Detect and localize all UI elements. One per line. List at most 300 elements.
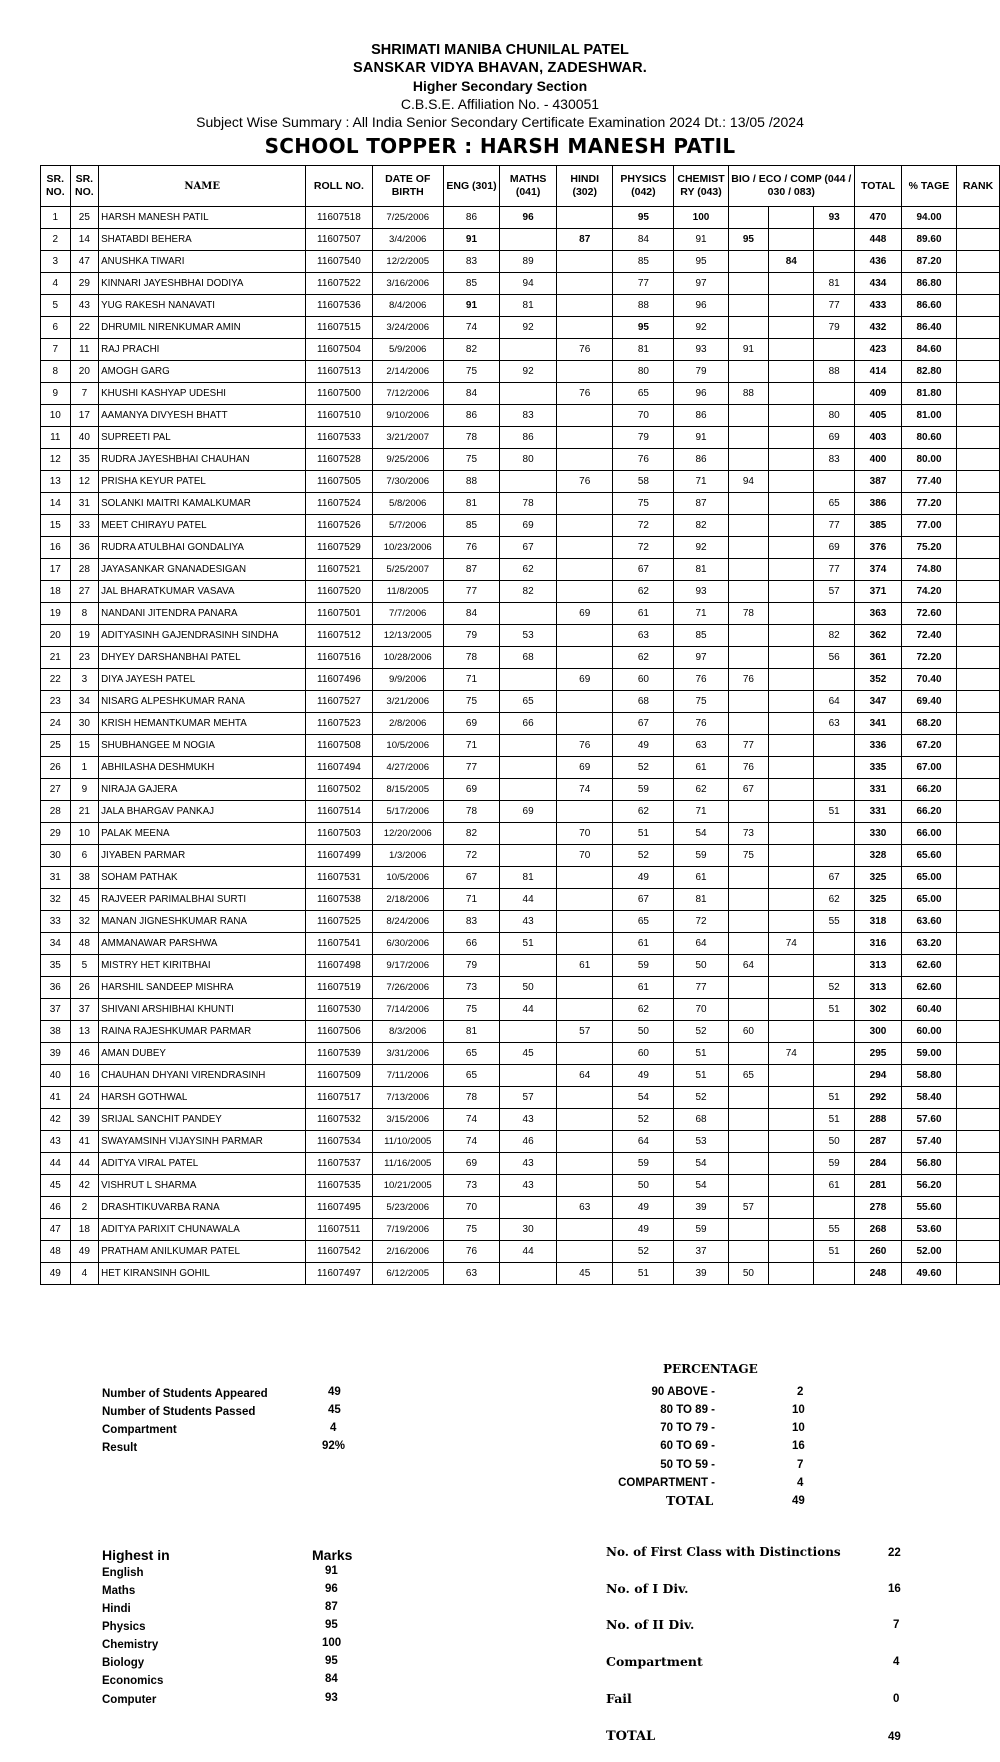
student-name-cell: SUPREETI PAL: [99, 427, 306, 449]
table-row: [41, 757, 1000, 779]
bio-marks-cell: [728, 713, 769, 735]
roll-no-cell: 11607529: [306, 537, 372, 559]
eng-marks-cell: 69: [443, 1153, 499, 1175]
comp-marks-cell: 77: [814, 559, 855, 581]
summary-label: Result: [102, 1442, 138, 1454]
rank-cell: [957, 1197, 1000, 1219]
percentage-value: 2: [797, 1386, 804, 1398]
division-label: Fail: [606, 1691, 632, 1706]
table-row: [41, 1241, 1000, 1263]
date-of-birth-cell: 7/12/2006: [372, 383, 443, 405]
percentage-cell: 57.40: [901, 1131, 956, 1153]
sr-no-cell: 1: [41, 207, 71, 229]
percentage-cell: 58.80: [901, 1065, 956, 1087]
maths-marks-cell: 69: [500, 801, 557, 823]
hindi-marks-cell: [557, 317, 613, 339]
table-row: [41, 889, 1000, 911]
hindi-marks-cell: 64: [557, 1065, 613, 1087]
chemistry-marks-cell: 51: [674, 1043, 728, 1065]
date-of-birth-cell: 12/20/2006: [372, 823, 443, 845]
student-name-cell: KINNARI JAYESHBHAI DODIYA: [99, 273, 306, 295]
eco-marks-cell: [769, 867, 814, 889]
percentage-cell: 49.60: [901, 1263, 956, 1285]
bio-marks-cell: [728, 295, 769, 317]
roll-no-cell: 11607498: [306, 955, 372, 977]
sr-no-cell: 17: [41, 559, 71, 581]
roll-no-cell: 11607509: [306, 1065, 372, 1087]
eco-marks-cell: [769, 1153, 814, 1175]
sr-no-cell: 31: [41, 867, 71, 889]
date-of-birth-cell: 7/7/2006: [372, 603, 443, 625]
sr-no-cell: 48: [41, 1241, 71, 1263]
rank-cell: [957, 779, 1000, 801]
hindi-marks-cell: 61: [557, 955, 613, 977]
physics-marks-cell: 50: [613, 1021, 674, 1043]
eco-marks-cell: [769, 493, 814, 515]
highest-subject: Hindi: [102, 1603, 131, 1615]
percentage-value: 10: [792, 1404, 805, 1416]
sr-no-2-cell: 38: [70, 867, 99, 889]
chemistry-marks-cell: 71: [674, 603, 728, 625]
eng-marks-cell: 75: [443, 361, 499, 383]
bio-marks-cell: 50: [728, 1263, 769, 1285]
physics-marks-cell: 95: [613, 317, 674, 339]
eco-marks-cell: [769, 273, 814, 295]
comp-marks-cell: 51: [814, 1241, 855, 1263]
sr-no-cell: 32: [41, 889, 71, 911]
eng-marks-cell: 75: [443, 1219, 499, 1241]
comp-marks-cell: [814, 955, 855, 977]
chemistry-marks-cell: 52: [674, 1021, 728, 1043]
total-marks-cell: 295: [855, 1043, 902, 1065]
eng-marks-cell: 81: [443, 1021, 499, 1043]
col-header-percentage: % TAGE: [901, 166, 956, 207]
total-marks-cell: 288: [855, 1109, 902, 1131]
maths-marks-cell: 50: [500, 977, 557, 999]
hindi-marks-cell: [557, 867, 613, 889]
section-name: Higher Secondary Section: [412, 78, 588, 94]
division-total-value: 49: [888, 1731, 901, 1743]
roll-no-cell: 11607514: [306, 801, 372, 823]
rank-cell: [957, 317, 1000, 339]
percentage-cell: 65.00: [901, 889, 956, 911]
rank-cell: [957, 559, 1000, 581]
bio-marks-cell: [728, 1043, 769, 1065]
sr-no-cell: 25: [41, 735, 71, 757]
chemistry-marks-cell: 70: [674, 999, 728, 1021]
maths-marks-cell: 68: [500, 647, 557, 669]
date-of-birth-cell: 7/14/2006: [372, 999, 443, 1021]
bio-marks-cell: [728, 361, 769, 383]
percentage-cell: 66.20: [901, 779, 956, 801]
hindi-marks-cell: [557, 537, 613, 559]
eng-marks-cell: 74: [443, 1109, 499, 1131]
total-marks-cell: 328: [855, 845, 902, 867]
date-of-birth-cell: 9/9/2006: [372, 669, 443, 691]
comp-marks-cell: [814, 757, 855, 779]
eco-marks-cell: [769, 757, 814, 779]
maths-marks-cell: 96: [500, 207, 557, 229]
chemistry-marks-cell: 95: [674, 251, 728, 273]
total-marks-cell: 341: [855, 713, 902, 735]
highest-marks-value: 87: [325, 1601, 338, 1613]
total-marks-cell: 376: [855, 537, 902, 559]
student-name-cell: SWAYAMSINH VIJAYSINH PARMAR: [99, 1131, 306, 1153]
roll-no-cell: 11607513: [306, 361, 372, 383]
date-of-birth-cell: 6/12/2005: [372, 1263, 443, 1285]
sr-no-cell: 20: [41, 625, 71, 647]
col-header-dob: DATE OF BIRTH: [372, 166, 443, 207]
roll-no-cell: 11607518: [306, 207, 372, 229]
highest-subject: Maths: [102, 1585, 136, 1597]
student-name-cell: RUDRA JAYESHBHAI CHAUHAN: [99, 449, 306, 471]
date-of-birth-cell: 5/9/2006: [372, 339, 443, 361]
total-marks-cell: 336: [855, 735, 902, 757]
sr-no-cell: 5: [41, 295, 71, 317]
percentage-cell: 87.20: [901, 251, 956, 273]
hindi-marks-cell: [557, 647, 613, 669]
eng-marks-cell: 78: [443, 647, 499, 669]
date-of-birth-cell: 10/23/2006: [372, 537, 443, 559]
eco-marks-cell: [769, 405, 814, 427]
sr-no-2-cell: 13: [70, 1021, 99, 1043]
total-marks-cell: 318: [855, 911, 902, 933]
total-marks-cell: 330: [855, 823, 902, 845]
table-row: [41, 339, 1000, 361]
school-topper: SCHOOL TOPPER : HARSH MANESH PATIL: [264, 134, 736, 158]
sr-no-cell: 42: [41, 1109, 71, 1131]
total-marks-cell: 432: [855, 317, 902, 339]
percentage-cell: 84.60: [901, 339, 956, 361]
eco-marks-cell: [769, 779, 814, 801]
physics-marks-cell: 76: [613, 449, 674, 471]
comp-marks-cell: [814, 1043, 855, 1065]
eco-marks-cell: 74: [769, 933, 814, 955]
sr-no-cell: 8: [41, 361, 71, 383]
comp-marks-cell: 80: [814, 405, 855, 427]
roll-no-cell: 11607521: [306, 559, 372, 581]
sr-no-2-cell: 36: [70, 537, 99, 559]
maths-marks-cell: 44: [500, 889, 557, 911]
hindi-marks-cell: 76: [557, 471, 613, 493]
total-marks-cell: 268: [855, 1219, 902, 1241]
sr-no-2-cell: 44: [70, 1153, 99, 1175]
division-value: 16: [888, 1583, 901, 1595]
bio-marks-cell: [728, 1175, 769, 1197]
sr-no-cell: 15: [41, 515, 71, 537]
sr-no-2-cell: 42: [70, 1175, 99, 1197]
percentage-cell: 89.60: [901, 229, 956, 251]
hindi-marks-cell: 76: [557, 735, 613, 757]
roll-no-cell: 11607503: [306, 823, 372, 845]
percentage-cell: 80.60: [901, 427, 956, 449]
bio-marks-cell: 91: [728, 339, 769, 361]
roll-no-cell: 11607511: [306, 1219, 372, 1241]
sr-no-cell: 14: [41, 493, 71, 515]
table-row: [41, 383, 1000, 405]
maths-marks-cell: [500, 669, 557, 691]
eng-marks-cell: 71: [443, 735, 499, 757]
maths-marks-cell: 51: [500, 933, 557, 955]
table-row: [41, 647, 1000, 669]
eco-marks-cell: 74: [769, 1043, 814, 1065]
date-of-birth-cell: 3/15/2006: [372, 1109, 443, 1131]
maths-marks-cell: 69: [500, 515, 557, 537]
rank-cell: [957, 757, 1000, 779]
rank-cell: [957, 801, 1000, 823]
hindi-marks-cell: [557, 427, 613, 449]
physics-marks-cell: 64: [613, 1131, 674, 1153]
table-row: [41, 229, 1000, 251]
total-marks-cell: 374: [855, 559, 902, 581]
hindi-marks-cell: 87: [557, 229, 613, 251]
maths-marks-cell: 82: [500, 581, 557, 603]
col-header-eng: ENG (301): [443, 166, 499, 207]
chemistry-marks-cell: 68: [674, 1109, 728, 1131]
date-of-birth-cell: 2/14/2006: [372, 361, 443, 383]
physics-marks-cell: 84: [613, 229, 674, 251]
rank-cell: [957, 823, 1000, 845]
date-of-birth-cell: 9/17/2006: [372, 955, 443, 977]
student-name-cell: JALA BHARGAV PANKAJ: [99, 801, 306, 823]
sr-no-2-cell: 10: [70, 823, 99, 845]
bio-marks-cell: [728, 251, 769, 273]
student-name-cell: VISHRUT L SHARMA: [99, 1175, 306, 1197]
date-of-birth-cell: 10/5/2006: [372, 735, 443, 757]
student-name-cell: SHATABDI BEHERA: [99, 229, 306, 251]
percentage-cell: 74.20: [901, 581, 956, 603]
maths-marks-cell: [500, 383, 557, 405]
eng-marks-cell: 91: [443, 295, 499, 317]
physics-marks-cell: 85: [613, 251, 674, 273]
bio-marks-cell: [728, 647, 769, 669]
chemistry-marks-cell: 77: [674, 977, 728, 999]
comp-marks-cell: [814, 1197, 855, 1219]
col-header-bio-eco-comp: BIO / ECO / COMP (044 / 030 / 083): [728, 166, 855, 207]
percentage-value: 7: [797, 1459, 804, 1471]
physics-marks-cell: 81: [613, 339, 674, 361]
percentage-cell: 55.60: [901, 1197, 956, 1219]
maths-marks-cell: 43: [500, 1153, 557, 1175]
table-row: [41, 911, 1000, 933]
date-of-birth-cell: 3/16/2006: [372, 273, 443, 295]
rank-cell: [957, 955, 1000, 977]
maths-marks-cell: 43: [500, 1175, 557, 1197]
bio-marks-cell: [728, 801, 769, 823]
table-row: [41, 1219, 1000, 1241]
comp-marks-cell: 52: [814, 977, 855, 999]
comp-marks-cell: [814, 669, 855, 691]
total-marks-cell: 292: [855, 1087, 902, 1109]
eco-marks-cell: [769, 1087, 814, 1109]
eco-marks-cell: [769, 1131, 814, 1153]
chemistry-marks-cell: 81: [674, 889, 728, 911]
rank-cell: [957, 977, 1000, 999]
student-name-cell: SOLANKI MAITRI KAMALKUMAR: [99, 493, 306, 515]
sr-no-2-cell: 32: [70, 911, 99, 933]
physics-marks-cell: 62: [613, 647, 674, 669]
eco-marks-cell: [769, 361, 814, 383]
col-header-total: TOTAL: [855, 166, 902, 207]
chemistry-marks-cell: 61: [674, 757, 728, 779]
student-name-cell: ABHILASHA DESHMUKH: [99, 757, 306, 779]
chemistry-marks-cell: 50: [674, 955, 728, 977]
bio-marks-cell: 88: [728, 383, 769, 405]
rank-cell: [957, 295, 1000, 317]
percentage-cell: 80.00: [901, 449, 956, 471]
exam-summary-title: Subject Wise Summary : All India Senior Secondary Certificate Examination 2024 Dt.: 13/05 /2024: [196, 114, 804, 130]
sr-no-cell: 29: [41, 823, 71, 845]
total-marks-cell: 400: [855, 449, 902, 471]
date-of-birth-cell: 7/19/2006: [372, 1219, 443, 1241]
roll-no-cell: 11607537: [306, 1153, 372, 1175]
maths-marks-cell: 44: [500, 1241, 557, 1263]
highest-subject: Economics: [102, 1675, 164, 1687]
hindi-marks-cell: 63: [557, 1197, 613, 1219]
comp-marks-cell: [814, 383, 855, 405]
comp-marks-cell: 83: [814, 449, 855, 471]
table-row: [41, 207, 1000, 229]
eco-marks-cell: [769, 471, 814, 493]
date-of-birth-cell: 3/21/2007: [372, 427, 443, 449]
chemistry-marks-cell: 63: [674, 735, 728, 757]
percentage-cell: 65.00: [901, 867, 956, 889]
eco-marks-cell: [769, 735, 814, 757]
hindi-marks-cell: 69: [557, 669, 613, 691]
total-marks-cell: 300: [855, 1021, 902, 1043]
student-name-cell: PALAK MEENA: [99, 823, 306, 845]
sr-no-cell: 19: [41, 603, 71, 625]
division-value: 4: [893, 1656, 900, 1668]
sr-no-2-cell: 8: [70, 603, 99, 625]
hindi-marks-cell: [557, 581, 613, 603]
eng-marks-cell: 67: [443, 867, 499, 889]
maths-marks-cell: 46: [500, 1131, 557, 1153]
maths-marks-cell: [500, 757, 557, 779]
bio-marks-cell: [728, 515, 769, 537]
hindi-marks-cell: [557, 1043, 613, 1065]
percentage-value: 4: [797, 1477, 804, 1489]
eco-marks-cell: [769, 229, 814, 251]
student-name-cell: MISTRY HET KIRITBHAI: [99, 955, 306, 977]
roll-no-cell: 11607516: [306, 647, 372, 669]
hindi-marks-cell: [557, 1131, 613, 1153]
sr-no-2-cell: 17: [70, 405, 99, 427]
summary-label: Number of Students Appeared: [102, 1388, 268, 1400]
maths-marks-cell: 53: [500, 625, 557, 647]
bio-marks-cell: 60: [728, 1021, 769, 1043]
sr-no-cell: 23: [41, 691, 71, 713]
bio-marks-cell: [728, 317, 769, 339]
eco-marks-cell: [769, 647, 814, 669]
chemistry-marks-cell: 97: [674, 273, 728, 295]
hindi-marks-cell: [557, 1175, 613, 1197]
maths-marks-cell: 45: [500, 1043, 557, 1065]
sr-no-2-cell: 34: [70, 691, 99, 713]
roll-no-cell: 11607520: [306, 581, 372, 603]
percentage-label: 50 TO 59 -: [660, 1459, 715, 1471]
date-of-birth-cell: 7/13/2006: [372, 1087, 443, 1109]
hindi-marks-cell: 69: [557, 757, 613, 779]
student-name-cell: HARSH MANESH PATIL: [99, 207, 306, 229]
bio-marks-cell: 76: [728, 669, 769, 691]
eng-marks-cell: 73: [443, 1175, 499, 1197]
total-marks-cell: 281: [855, 1175, 902, 1197]
maths-marks-cell: [500, 229, 557, 251]
percentage-cell: 75.20: [901, 537, 956, 559]
chemistry-marks-cell: 51: [674, 1065, 728, 1087]
bio-marks-cell: [728, 691, 769, 713]
sr-no-2-cell: 4: [70, 1263, 99, 1285]
eco-marks-cell: [769, 801, 814, 823]
maths-marks-cell: [500, 1197, 557, 1219]
percentage-cell: 59.00: [901, 1043, 956, 1065]
sr-no-2-cell: 30: [70, 713, 99, 735]
bio-marks-cell: 78: [728, 603, 769, 625]
date-of-birth-cell: 4/27/2006: [372, 757, 443, 779]
eng-marks-cell: 74: [443, 317, 499, 339]
rank-cell: [957, 1263, 1000, 1285]
date-of-birth-cell: 8/24/2006: [372, 911, 443, 933]
chemistry-marks-cell: 54: [674, 1175, 728, 1197]
highest-title: Highest in: [102, 1547, 170, 1563]
rank-cell: [957, 603, 1000, 625]
sr-no-cell: 37: [41, 999, 71, 1021]
eng-marks-cell: 75: [443, 999, 499, 1021]
table-row: [41, 867, 1000, 889]
total-marks-cell: 347: [855, 691, 902, 713]
sr-no-2-cell: 37: [70, 999, 99, 1021]
eco-marks-cell: [769, 1263, 814, 1285]
date-of-birth-cell: 5/23/2006: [372, 1197, 443, 1219]
eng-marks-cell: 77: [443, 581, 499, 603]
maths-marks-cell: [500, 845, 557, 867]
physics-marks-cell: 95: [613, 207, 674, 229]
physics-marks-cell: 52: [613, 845, 674, 867]
comp-marks-cell: 65: [814, 493, 855, 515]
date-of-birth-cell: 11/8/2005: [372, 581, 443, 603]
bio-marks-cell: [728, 1109, 769, 1131]
roll-no-cell: 11607528: [306, 449, 372, 471]
date-of-birth-cell: 5/25/2007: [372, 559, 443, 581]
division-value: 22: [888, 1547, 901, 1559]
sr-no-2-cell: 28: [70, 559, 99, 581]
eng-marks-cell: 78: [443, 801, 499, 823]
date-of-birth-cell: 12/2/2005: [372, 251, 443, 273]
table-row: [41, 449, 1000, 471]
chemistry-marks-cell: 54: [674, 1153, 728, 1175]
eng-marks-cell: 84: [443, 383, 499, 405]
chemistry-marks-cell: 100: [674, 207, 728, 229]
total-marks-cell: 362: [855, 625, 902, 647]
roll-no-cell: 11607527: [306, 691, 372, 713]
total-marks-cell: 331: [855, 779, 902, 801]
student-name-cell: MEET CHIRAYU PATEL: [99, 515, 306, 537]
total-marks-cell: 325: [855, 867, 902, 889]
physics-marks-cell: 49: [613, 867, 674, 889]
hindi-marks-cell: 70: [557, 823, 613, 845]
chemistry-marks-cell: 82: [674, 515, 728, 537]
hindi-marks-cell: 70: [557, 845, 613, 867]
eco-marks-cell: [769, 383, 814, 405]
sr-no-cell: 28: [41, 801, 71, 823]
percentage-cell: 67.20: [901, 735, 956, 757]
total-marks-cell: 331: [855, 801, 902, 823]
percentage-cell: 72.40: [901, 625, 956, 647]
physics-marks-cell: 52: [613, 1109, 674, 1131]
student-name-cell: JAL BHARATKUMAR VASAVA: [99, 581, 306, 603]
eng-marks-cell: 83: [443, 911, 499, 933]
